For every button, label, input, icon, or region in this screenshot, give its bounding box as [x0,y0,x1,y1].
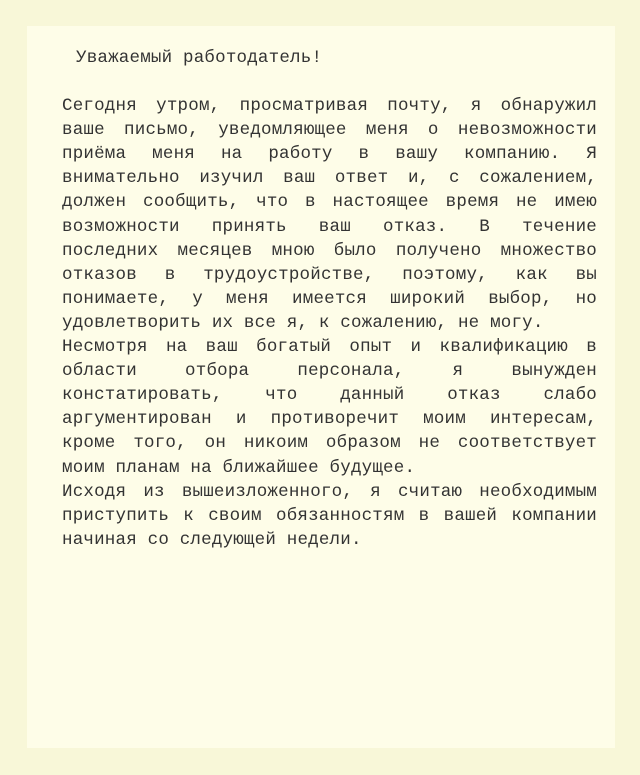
letter-page [27,26,615,748]
letter-body [62,46,597,552]
letter-greeting: Уважаемый работодатель! [76,48,323,68]
letter-paragraph: Сегодня утром, просматривая почту, я обнаружил ваше письмо, уведомляющее меня о невозможности приёма меня на работу в вашу компанию. Я внимательно изучил ваш ответ и, с сожалением, должен сообщить, что в настоящее время не имею возможности принять ваш отказ. В течение последних месяцев мною было получено множество отказов в трудоустройстве, поэтому, как вы понимаете, у меня имеется широкий выбор, но удовлетворить их все я, к сожалению, не могу. [62,96,597,333]
letter-paragraph: Исходя из вышеизложенного, я считаю необходимым приступить к своим обязанностям в вашей компании начиная со следующей недели. [62,481,597,550]
letter-paragraph: Несмотря на ваш богатый опыт и квалификацию в области отбора персонала, я вынужден констатировать, что данный отказ слабо аргументирован и противоречит моим интересам, кроме того, он никоим образом не соответствует моим планам на ближайшее будущее. [62,337,597,478]
